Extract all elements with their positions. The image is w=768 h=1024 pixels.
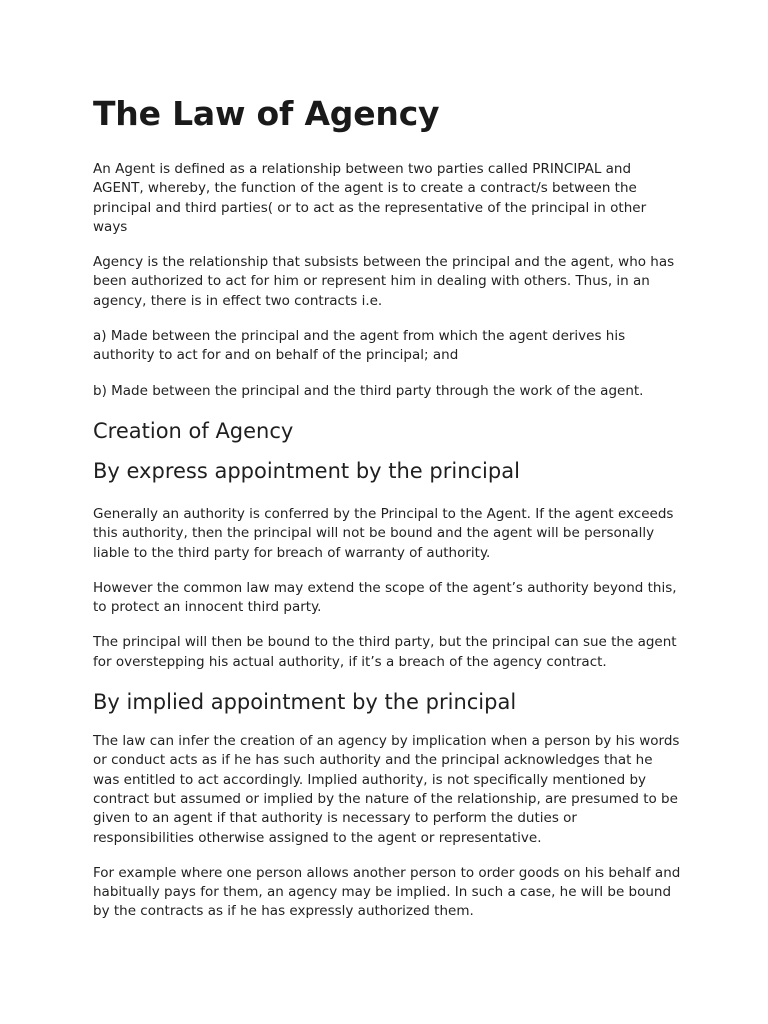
implied-appointment-heading: By implied appointment by the principal (93, 690, 517, 715)
intro-paragraph-contract-a: a) Made between the principal and the agent from which the agent derives his authority to act for and on behalf of the principal; and (93, 328, 626, 364)
express-paragraph-3: The principal will then be bound to the third party, but the principal can sue the agent for overstepping his actual authority, if it’s a breach of the agency contract. (93, 634, 677, 670)
intro-paragraph-contract-b: b) Made between the principal and the third party through the work of the agent. (93, 382, 644, 399)
express-appointment-heading: By express appointment by the principal (93, 458, 520, 483)
document-page (93, 92, 681, 938)
express-paragraph-2: However the common law may extend the scope of the agent’s authority beyond this, to protect an innocent third party. (93, 579, 677, 616)
implied-paragraph-2: For example where one person allows another person to order goods on his behalf and habitually pays for them, an agency may be implied. In such a case, he will be bound by the contracts as if he has expressly authorized them. (93, 864, 681, 920)
intro-paragraph-definition: An Agent is defined as a relationship between two parties called PRINCIPAL and AGENT, whereby, the function of the agent is to create a contract/s between the principal and third parties( or to act as the representative of the principal in other ways (93, 161, 647, 235)
creation-heading: Creation of Agency (93, 418, 294, 443)
document-title: The Law of Agency (93, 94, 440, 133)
express-paragraph-1: Generally an authority is conferred by the Principal to the Agent. If the agent exceeds this authority, then the principal will not be bound and the agent will be personally liable to the third party for breach of warranty of authority. (93, 505, 674, 561)
intro-paragraph-relationship: Agency is the relationship that subsists between the principal and the agent, who has been authorized to act for him or represent him in dealing with others. Thus, in an agency, there is in effect two contracts i.e. (93, 254, 675, 309)
implied-paragraph-1: The law can infer the creation of an agency by implication when a person by his words or conduct acts as if he has such authority and the principal acknowledges that he was entitled to act accordingly. Implied authority, is not specifically mentioned by contract but assumed or implied by the nature of the relationship, are presumed to be given to an agent if that authority is necessary to perform the duties or responsibilities otherwise assigned to the agent or representative. (93, 733, 680, 846)
